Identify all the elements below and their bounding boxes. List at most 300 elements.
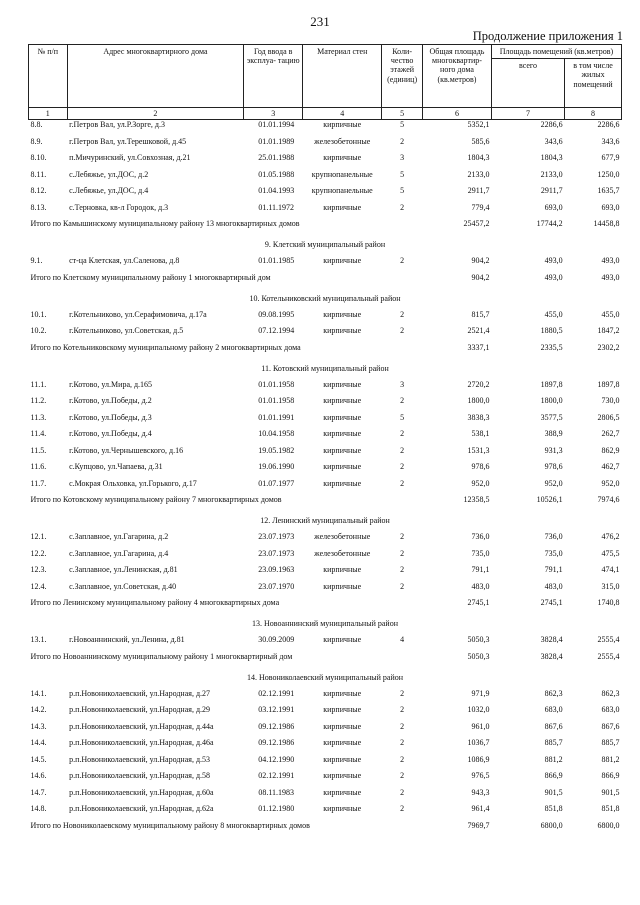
district-header-row — [29, 619, 622, 635]
row-year: 01.01.1994 — [258, 120, 295, 130]
row-all-area: 866,9 — [544, 771, 563, 781]
row-all-area: 343,6 — [544, 136, 563, 146]
total-living: 6800,0 — [597, 820, 620, 830]
row-number: 11.7. — [30, 478, 47, 488]
row-address: р.п.Новониколаевский, ул.Народная, д.27 — [69, 688, 211, 698]
row-total-area: 1036,7 — [467, 738, 490, 748]
row-address: с.Заплавное, ул.Советская, д.40 — [69, 581, 177, 591]
row-all-area: 483,0 — [544, 581, 563, 591]
row-year: 01.12.1980 — [258, 804, 295, 814]
table-row — [29, 689, 622, 706]
row-number: 14.6. — [30, 771, 47, 781]
row-living-area: 881,2 — [601, 754, 620, 764]
row-address: ст-ца Клетская, ул.Саленова, д.8 — [69, 256, 180, 266]
row-address: г.Котово, ул.Победы, д.2 — [69, 396, 152, 406]
total-area: 904,2 — [471, 272, 490, 282]
row-material: кирпичные — [323, 396, 362, 406]
row-living-area: 1250,0 — [597, 169, 620, 179]
row-address: с.Мокрая Ольховка, ул.Горького, д.17 — [69, 478, 197, 488]
row-living-area: 952,0 — [601, 478, 620, 488]
row-floors: 5 — [400, 186, 405, 196]
district-total-row — [29, 495, 622, 516]
row-year: 03.12.1991 — [258, 705, 295, 715]
row-material: кирпичные — [323, 705, 362, 715]
header-address: Адрес многоквартирного дома — [67, 45, 244, 108]
total-label: Итого по Клетскому муниципальному району 1 многоквартирный дом — [30, 272, 271, 282]
row-living-area: 693,0 — [601, 202, 620, 212]
table-row — [29, 722, 622, 739]
row-year: 01.04.1993 — [258, 186, 295, 196]
row-address: г.Котово, ул.Победы, д.4 — [69, 429, 152, 439]
row-material: кирпичные — [323, 153, 362, 163]
row-all-area: 881,2 — [544, 754, 563, 764]
row-living-area: 474,1 — [601, 565, 620, 575]
row-year: 07.12.1994 — [258, 326, 295, 336]
row-total-area: 961,4 — [471, 804, 490, 814]
total-label: Итого по Котовскому муниципальному району 7 многоквартирных домов — [30, 495, 282, 505]
row-material: кирпичные — [323, 309, 362, 319]
row-material: кирпичные — [323, 581, 362, 591]
row-year: 08.11.1983 — [258, 787, 295, 797]
row-floors: 5 — [400, 169, 405, 179]
table-row — [29, 565, 622, 582]
row-number: 8.13. — [30, 202, 47, 212]
row-number: 11.3. — [30, 412, 47, 422]
row-living-area: 885,7 — [601, 738, 620, 748]
row-address: г.Котово, ул.Победы, д.3 — [69, 412, 152, 422]
row-floors: 3 — [400, 153, 405, 163]
row-living-area: 2806,5 — [597, 412, 620, 422]
row-year: 30.09.2009 — [258, 635, 295, 645]
row-year: 23.07.1970 — [258, 581, 295, 591]
row-year: 01.11.1972 — [258, 202, 295, 212]
row-material: кирпичные — [323, 462, 362, 472]
row-number: 8.12. — [30, 186, 47, 196]
district-title: 10. Котельниковский муниципальный район — [249, 293, 401, 303]
row-address: с.Купцово, ул.Чапаева, д.31 — [69, 462, 163, 472]
table-header — [29, 45, 622, 120]
row-total-area: 1804,3 — [467, 153, 490, 163]
row-number: 14.5. — [30, 754, 47, 764]
row-living-area: 851,8 — [601, 804, 620, 814]
row-all-area: 736,0 — [544, 532, 563, 542]
total-all: 3828,4 — [540, 651, 563, 661]
row-living-area: 262,7 — [601, 429, 620, 439]
row-all-area: 2286,6 — [540, 120, 563, 130]
district-total-row — [29, 273, 622, 294]
row-floors: 2 — [400, 581, 405, 591]
row-material: крупнопанельные — [311, 169, 373, 179]
table-row — [29, 256, 622, 273]
district-header-row — [29, 673, 622, 689]
row-floors: 2 — [400, 136, 405, 146]
row-number: 14.4. — [30, 738, 47, 748]
row-material: кирпичные — [323, 412, 362, 422]
row-all-area: 693,0 — [544, 202, 563, 212]
total-all: 17744,2 — [536, 219, 563, 229]
row-total-area: 538,1 — [471, 429, 490, 439]
row-year: 01.05.1988 — [258, 169, 295, 179]
district-header-row — [29, 294, 622, 310]
row-all-area: 901,5 — [544, 787, 563, 797]
table-row — [29, 462, 622, 479]
row-total-area: 2911,7 — [467, 186, 490, 196]
row-total-area: 978,6 — [471, 462, 490, 472]
row-number: 10.2. — [30, 326, 47, 336]
total-living: 1740,8 — [597, 598, 620, 608]
table-row — [29, 635, 622, 652]
row-total-area: 815,7 — [471, 309, 490, 319]
total-area: 2745,1 — [467, 598, 490, 608]
total-living: 493,0 — [601, 272, 620, 282]
row-number: 12.4. — [30, 581, 47, 591]
row-year: 10.04.1958 — [258, 429, 295, 439]
row-year: 01.01.1985 — [258, 256, 295, 266]
row-year: 09.12.1986 — [258, 738, 295, 748]
district-header-row — [29, 516, 622, 532]
row-number: 11.6. — [30, 462, 47, 472]
total-living: 2555,4 — [597, 651, 620, 661]
total-area: 25457,2 — [463, 219, 490, 229]
row-number: 8.11. — [30, 169, 47, 179]
district-title: 12. Ленинский муниципальный район — [260, 516, 390, 526]
row-living-area: 315,0 — [601, 581, 620, 591]
row-material: кирпичные — [323, 202, 362, 212]
total-all: 2335,5 — [540, 342, 563, 352]
table-row — [29, 137, 622, 154]
row-living-area: 462,7 — [601, 462, 620, 472]
row-number: 8.8. — [30, 120, 43, 130]
row-material: железобетонные — [314, 548, 371, 558]
row-material: кирпичные — [323, 721, 362, 731]
row-material: железобетонные — [314, 532, 371, 542]
total-all: 10526,1 — [536, 495, 563, 505]
row-total-area: 3838,3 — [467, 412, 490, 422]
row-material: кирпичные — [323, 787, 362, 797]
total-all: 2745,1 — [540, 598, 563, 608]
row-all-area: 952,0 — [544, 478, 563, 488]
total-area: 7969,7 — [467, 820, 490, 830]
row-all-area: 735,0 — [544, 548, 563, 558]
header-year: Год ввода в эксплуа- тацию — [244, 45, 303, 108]
row-year: 01.07.1977 — [258, 478, 295, 488]
row-floors: 2 — [400, 462, 405, 472]
table-row — [29, 153, 622, 170]
row-all-area: 1800,0 — [540, 396, 563, 406]
table-row — [29, 705, 622, 722]
row-all-area: 862,3 — [544, 688, 563, 698]
table-row — [29, 429, 622, 446]
row-all-area: 1897,8 — [540, 379, 563, 389]
row-total-area: 1086,9 — [467, 754, 490, 764]
column-number: 6 — [422, 108, 491, 120]
row-all-area: 388,9 — [544, 429, 563, 439]
row-address: г.Петров Вал, ул.Терешковой, д.45 — [69, 136, 187, 146]
row-number: 14.1. — [30, 688, 47, 698]
row-year: 09.12.1986 — [258, 721, 295, 731]
row-total-area: 2521,4 — [467, 326, 490, 336]
row-total-area: 5050,3 — [467, 635, 490, 645]
row-all-area: 978,6 — [544, 462, 563, 472]
row-living-area: 677,9 — [601, 153, 620, 163]
row-year: 02.12.1991 — [258, 688, 295, 698]
district-title: 14. Новониколаевский муниципальный район — [246, 672, 404, 682]
row-address: р.п.Новониколаевский, ул.Народная, д.46а — [69, 738, 214, 748]
header-total-area: Общая площадь многоквартир- ного дома (кв.метров) — [422, 45, 491, 108]
total-area: 3337,1 — [467, 342, 490, 352]
total-area: 5050,3 — [467, 651, 490, 661]
table-row — [29, 310, 622, 327]
table-row — [29, 380, 622, 397]
row-all-area: 2133,0 — [540, 169, 563, 179]
table-body — [29, 120, 622, 842]
row-address: г.Петров Вал, ул.Р.Зорге, д.3 — [69, 120, 165, 130]
row-floors: 5 — [400, 412, 405, 422]
row-material: кирпичные — [323, 429, 362, 439]
total-label: Итого по Камышинскому муниципальному району 13 многоквартирных домов — [30, 219, 300, 229]
row-total-area: 483,0 — [471, 581, 490, 591]
row-living-area: 683,0 — [601, 705, 620, 715]
row-year: 01.01.1991 — [258, 412, 295, 422]
row-material: крупнопанельные — [311, 186, 373, 196]
row-total-area: 1531,3 — [467, 445, 490, 455]
row-address: г.Котельниково, ул.Советская, д.5 — [69, 326, 184, 336]
row-floors: 2 — [400, 256, 405, 266]
continuation-note: Продолжение приложения 1 — [472, 29, 623, 43]
row-floors: 2 — [400, 565, 405, 575]
row-living-area: 493,0 — [601, 256, 620, 266]
row-address: с.Заплавное, ул.Гагарина, д.4 — [69, 548, 169, 558]
row-total-area: 2720,2 — [467, 379, 490, 389]
row-floors: 2 — [400, 478, 405, 488]
district-total-row — [29, 652, 622, 673]
table-row — [29, 413, 622, 430]
row-number: 11.5. — [30, 445, 47, 455]
row-material: кирпичные — [323, 804, 362, 814]
row-address: с.Терновка, кв-л Городок, д.3 — [69, 202, 169, 212]
column-number: 3 — [244, 108, 303, 120]
row-floors: 2 — [400, 326, 405, 336]
row-living-area: 901,5 — [601, 787, 620, 797]
row-number: 10.1. — [30, 309, 47, 319]
row-living-area: 730,0 — [601, 396, 620, 406]
row-number: 11.4. — [30, 429, 47, 439]
total-area: 12358,5 — [463, 495, 490, 505]
row-floors: 2 — [400, 532, 405, 542]
row-living-area: 1635,7 — [597, 186, 620, 196]
row-number: 13.1. — [30, 635, 47, 645]
row-material: кирпичные — [323, 738, 362, 748]
header-floors: Коли- чество этажей (единиц) — [382, 45, 423, 108]
row-living-area: 862,3 — [601, 688, 620, 698]
district-total-row — [29, 821, 622, 842]
row-address: г.Новоаннинский, ул.Ленина, д.81 — [69, 635, 185, 645]
row-total-area: 976,5 — [471, 771, 490, 781]
row-living-area: 343,6 — [601, 136, 620, 146]
row-address: р.п.Новониколаевский, ул.Народная, д.53 — [69, 754, 211, 764]
total-label: Итого по Новониколаевскому муниципальному району 8 многоквартирных домов — [30, 820, 310, 830]
row-year: 09.08.1995 — [258, 309, 295, 319]
table-row — [29, 755, 622, 772]
table-row — [29, 203, 622, 220]
total-all: 493,0 — [544, 272, 563, 282]
row-material: кирпичные — [323, 379, 362, 389]
district-title: 13. Новоаннинский муниципальный район — [252, 619, 398, 629]
row-all-area: 2911,7 — [540, 186, 563, 196]
table-row — [29, 120, 622, 137]
row-total-area: 961,0 — [471, 721, 490, 731]
row-floors: 2 — [400, 754, 405, 764]
row-number: 12.2. — [30, 548, 47, 558]
row-total-area: 585,6 — [471, 136, 490, 146]
district-total-row — [29, 343, 622, 364]
row-address: с.Лебяжье, ул.ДОС, д.2 — [69, 169, 149, 179]
row-all-area: 867,6 — [544, 721, 563, 731]
header-living: в том числе жилых помещений — [565, 59, 622, 108]
header-premises-area: Площадь помещений (кв.метров) — [491, 45, 621, 59]
row-address: р.п.Новониколаевский, ул.Народная, д.60а — [69, 787, 214, 797]
row-number: 11.1. — [30, 379, 47, 389]
row-material: кирпичные — [323, 688, 362, 698]
table-row — [29, 804, 622, 821]
row-year: 04.12.1990 — [258, 754, 295, 764]
row-all-area: 3577,5 — [540, 412, 563, 422]
table-row — [29, 582, 622, 599]
row-floors: 2 — [400, 429, 405, 439]
row-floors: 2 — [400, 721, 405, 731]
row-year: 23.07.1973 — [258, 548, 295, 558]
row-living-area: 476,2 — [601, 532, 620, 542]
row-number: 8.9. — [30, 136, 43, 146]
row-year: 19.05.1982 — [258, 445, 295, 455]
row-total-area: 904,2 — [471, 256, 490, 266]
total-label: Итого по Новоаннинскому муниципальному району 1 многоквартирный дом — [30, 651, 293, 661]
total-label: Итого по Ленинскому муниципальному району 4 многоквартирных дома — [30, 598, 280, 608]
column-number: 2 — [67, 108, 244, 120]
row-material: кирпичные — [323, 754, 362, 764]
row-all-area: 3828,4 — [540, 635, 563, 645]
row-floors: 5 — [400, 120, 405, 130]
column-number: 1 — [29, 108, 68, 120]
row-all-area: 1880,5 — [540, 326, 563, 336]
row-address: г.Котово, ул.Чернышевского, д.16 — [69, 445, 184, 455]
total-living: 14458,8 — [593, 219, 620, 229]
row-floors: 2 — [400, 445, 405, 455]
row-living-area: 867,6 — [601, 721, 620, 731]
row-address: р.п.Новониколаевский, ул.Народная, д.62а — [69, 804, 214, 814]
row-floors: 2 — [400, 705, 405, 715]
table-row — [29, 446, 622, 463]
row-all-area: 851,8 — [544, 804, 563, 814]
row-year: 25.01.1988 — [258, 153, 295, 163]
row-total-area: 971,9 — [471, 688, 490, 698]
row-address: р.п.Новониколаевский, ул.Народная, д.44а — [69, 721, 214, 731]
row-address: г.Котово, ул.Мира, д.165 — [69, 379, 153, 389]
row-living-area: 862,9 — [601, 445, 620, 455]
table-row — [29, 738, 622, 755]
row-floors: 2 — [400, 787, 405, 797]
row-living-area: 866,9 — [601, 771, 620, 781]
column-number: 8 — [565, 108, 622, 120]
row-material: железобетонные — [314, 136, 371, 146]
column-number: 4 — [303, 108, 382, 120]
table-row — [29, 479, 622, 496]
row-number: 11.2. — [30, 396, 47, 406]
row-living-area: 2286,6 — [597, 120, 620, 130]
row-living-area: 1897,8 — [597, 379, 620, 389]
column-numbers-row — [29, 108, 622, 120]
row-living-area: 475,5 — [601, 548, 620, 558]
row-year: 02.12.1991 — [258, 771, 295, 781]
row-material: кирпичные — [323, 445, 362, 455]
row-address: г.Котельниково, ул.Серафимовича, д.17а — [69, 309, 207, 319]
row-all-area: 1804,3 — [540, 153, 563, 163]
header-no: № п/п — [29, 45, 68, 108]
table-row — [29, 532, 622, 549]
row-address: с.Лебяжье, ул.ДОС, д.4 — [69, 186, 149, 196]
row-all-area: 683,0 — [544, 705, 563, 715]
row-total-area: 735,0 — [471, 548, 490, 558]
row-living-area: 1847,2 — [597, 326, 620, 336]
row-number: 14.2. — [30, 705, 47, 715]
row-floors: 2 — [400, 548, 405, 558]
row-address: р.п.Новониколаевский, ул.Народная, д.58 — [69, 771, 211, 781]
column-number: 5 — [382, 108, 423, 120]
row-number: 12.1. — [30, 532, 47, 542]
row-number: 8.10. — [30, 153, 47, 163]
total-living: 7974,6 — [597, 495, 620, 505]
header-material: Материал стен — [303, 45, 382, 108]
row-floors: 2 — [400, 202, 405, 212]
table-row — [29, 396, 622, 413]
row-total-area: 952,0 — [471, 478, 490, 488]
row-material: кирпичные — [323, 326, 362, 336]
district-title: 11. Котовский муниципальный район — [261, 363, 389, 373]
row-address: с.Заплавное, ул.Гагарина, д.2 — [69, 532, 169, 542]
row-total-area: 1800,0 — [467, 396, 490, 406]
total-label: Итого по Котельниковскому муниципальному району 2 многоквартирных дома — [30, 342, 301, 352]
row-number: 14.8. — [30, 804, 47, 814]
row-material: кирпичные — [323, 771, 362, 781]
table-row — [29, 170, 622, 187]
row-floors: 2 — [400, 309, 405, 319]
row-material: кирпичные — [323, 120, 362, 130]
column-number: 7 — [491, 108, 564, 120]
row-total-area: 791,1 — [471, 565, 490, 575]
row-floors: 2 — [400, 738, 405, 748]
district-header-row — [29, 240, 622, 256]
table-row — [29, 326, 622, 343]
row-floors: 4 — [400, 635, 405, 645]
row-floors: 3 — [400, 379, 405, 389]
row-number: 14.3. — [30, 721, 47, 731]
table-row — [29, 771, 622, 788]
district-header-row — [29, 364, 622, 380]
district-total-row — [29, 598, 622, 619]
row-year: 01.01.1958 — [258, 379, 295, 389]
row-floors: 2 — [400, 804, 405, 814]
total-all: 6800,0 — [540, 820, 563, 830]
row-material: кирпичные — [323, 256, 362, 266]
row-total-area: 779,4 — [471, 202, 490, 212]
row-total-area: 5352,1 — [467, 120, 490, 130]
row-floors: 2 — [400, 688, 405, 698]
row-address: п.Мичуринский, ул.Совхозная, д.21 — [69, 153, 191, 163]
apartment-buildings-table — [28, 44, 622, 842]
row-living-area: 455,0 — [601, 309, 620, 319]
row-number: 9.1. — [30, 256, 43, 266]
row-address: с.Заплавное, ул.Ленинская, д.81 — [69, 565, 178, 575]
